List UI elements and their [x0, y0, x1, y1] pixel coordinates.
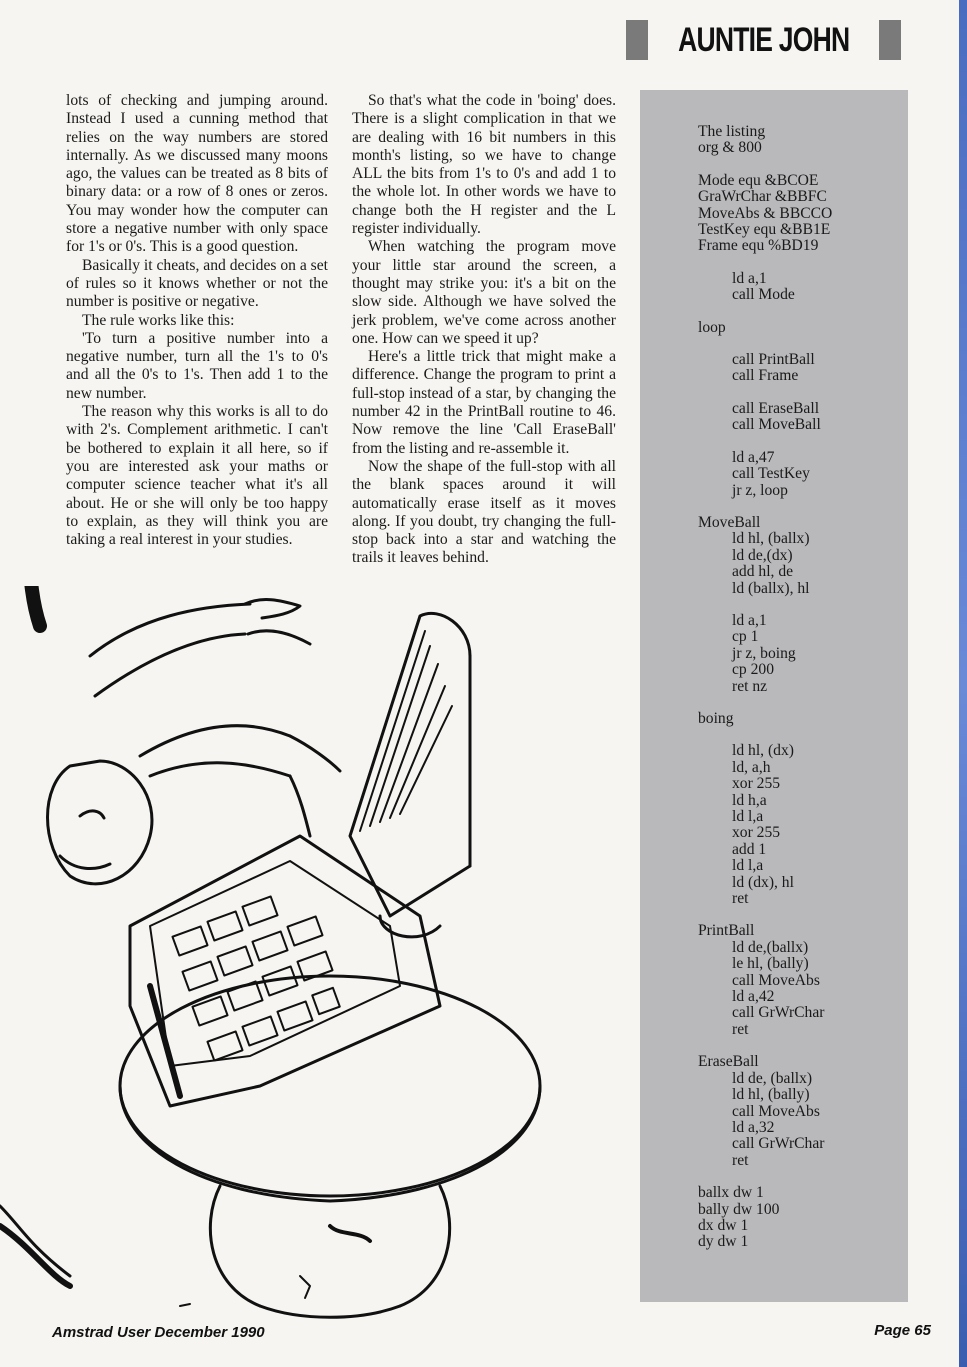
- code-line: jr z, loop: [732, 481, 788, 499]
- code-line: call EraseBall: [732, 399, 820, 417]
- code-line: xor 255: [732, 775, 781, 793]
- code-line: ld hl, (dx): [732, 742, 794, 760]
- code-line: boing: [698, 709, 734, 727]
- header-block-left: [626, 20, 648, 60]
- code-line: loop: [698, 318, 726, 336]
- code-line: ld a,47: [732, 448, 775, 466]
- code-line: ld de,(dx): [732, 546, 793, 564]
- code-line: call Mode: [732, 286, 795, 304]
- code-line: call MoveAbs: [732, 971, 820, 989]
- code-line: ret: [732, 1020, 749, 1038]
- code-block: [698, 743, 832, 907]
- header-title: AUNTIE JOHN: [677, 21, 849, 59]
- code-line: le hl, (bally): [732, 955, 809, 973]
- code-line: dy dw 1: [698, 1233, 749, 1251]
- page-edge: [959, 0, 967, 1367]
- code-line: ld de, (ballx): [732, 1069, 813, 1087]
- section-header: [626, 18, 901, 62]
- article-paragraph: Here's a little trick that might make a difference. Change the program to print a full-stop instead of a star, by changing the number 42 in the PrintBall routine to 46. Now remove the line 'Call EraseBall' from the listing and re-assemble it.: [352, 348, 616, 457]
- code-line: ld a,1: [732, 269, 767, 287]
- code-line: ld (dx), hl: [732, 873, 794, 891]
- code-block: [698, 401, 832, 434]
- article-paragraph: lots of checking and jumping around. Instead I used a cunning method that relies on the way numbers are stored internally. As we discussed many moons ago, the values can be treated as 8 bits of binary data: or a row of 8 ones or zeros. You may wonder how the computer can store a negative number with only space for 1's or 0's. This is a good question.: [66, 92, 328, 256]
- code-line: ld l,a: [732, 857, 764, 875]
- article-paragraph: Now the shape of the full-stop with all the blank spaces around it will automatically erase itself as it moves along. If you doubt, try changing the full-stop back into a star and watching the trails it leaves behind.: [352, 457, 616, 567]
- code-line: Mode equ &BCOE: [698, 171, 819, 189]
- code-block: [698, 515, 832, 597]
- code-line: ld a,1: [732, 611, 767, 629]
- code-line: GraWrChar &BBFC: [698, 188, 827, 206]
- code-block: [698, 124, 832, 157]
- cartoon-illustration: [0, 586, 640, 1326]
- code-block: [698, 923, 832, 1038]
- code-block: [698, 711, 832, 727]
- code-line: The listing: [698, 123, 766, 140]
- footer-publication: Amstrad User December 1990: [52, 1324, 265, 1341]
- code-line: Frame equ %BD19: [698, 237, 819, 255]
- code-listing: [698, 124, 832, 1267]
- code-line: ret: [732, 1151, 749, 1169]
- code-listing-box: [640, 90, 908, 1302]
- code-line: ld a,42: [732, 988, 775, 1006]
- code-line: dx dw 1: [698, 1216, 749, 1234]
- article-paragraph: Basically it cheats, and decides on a set of rules so it knows whether or not the number is positive or negative.: [66, 256, 328, 311]
- footer-page-number: Page 65: [874, 1322, 931, 1339]
- code-line: bally dw 100: [698, 1200, 780, 1218]
- code-line: call GrWrChar: [732, 1004, 825, 1022]
- article-paragraph: 'To turn a positive number into a negative number, turn all the 1's to 0's and all the 0's to 1's. Then add 1 to the new number.: [66, 329, 328, 402]
- code-line: cp 200: [732, 661, 775, 679]
- code-line: cp 1: [732, 628, 759, 646]
- code-line: ld h,a: [732, 791, 767, 809]
- header-block-right: [879, 20, 901, 60]
- code-line: xor 255: [732, 824, 781, 842]
- code-line: ld l,a: [732, 808, 764, 825]
- article-paragraph: So that's what the code in 'boing' does. There is a slight complication in that we are dealing with 16 bit numbers in this month's listing, so we have to change ALL the bits from 1's to 0's and add 1 to the whole lot. In other words we have to change both the H register and the L register individually.: [352, 92, 616, 238]
- code-line: jr z, boing: [732, 644, 796, 662]
- code-line: ld a,32: [732, 1118, 775, 1136]
- code-line: ld hl, (bally): [732, 1086, 810, 1104]
- code-line: MoveAbs & BBCCO: [698, 204, 833, 222]
- code-block: [698, 352, 832, 385]
- article-paragraph: The reason why this works is all to do with 2's. Complement arithmetic. I can't be bothered to explain it all here, so if you are interested ask your maths or computer science teacher what it's all about. He or she will only be too happy to explain, as they will think you are taking a real interest in your studies.: [66, 403, 328, 549]
- code-block: [698, 271, 832, 304]
- code-line: call MoveBall: [732, 416, 821, 434]
- code-line: ret nz: [732, 677, 768, 695]
- code-line: ld de,(ballx): [732, 938, 809, 956]
- code-line: ld hl, (ballx): [732, 530, 810, 548]
- code-line: call PrintBall: [732, 351, 815, 369]
- article-column-2: [352, 92, 616, 568]
- code-block: [698, 173, 832, 255]
- code-block: [698, 613, 832, 695]
- code-line: add 1: [732, 840, 767, 858]
- article-column-1: [66, 92, 328, 549]
- code-line: ballx dw 1: [698, 1184, 764, 1202]
- code-line: call MoveAbs: [732, 1102, 820, 1120]
- code-block: [698, 1185, 832, 1251]
- code-line: PrintBall: [698, 922, 755, 940]
- code-block: [698, 1054, 832, 1169]
- article-paragraph: When watching the program move your little star around the screen, a thought may strike you: it's a bit on the slow side. Although we have solved the jerk problem, we've come across another one. How can we speed it up?: [352, 238, 616, 347]
- code-line: call Frame: [732, 367, 799, 385]
- code-line: ld (ballx), hl: [732, 579, 810, 597]
- code-line: add hl, de: [732, 563, 794, 581]
- code-block: [698, 320, 832, 336]
- code-line: org & 800: [698, 139, 762, 157]
- code-block: [698, 450, 832, 499]
- article-paragraph: The rule works like this:: [82, 311, 235, 329]
- code-line: ret: [732, 890, 749, 908]
- code-line: MoveBall: [698, 513, 761, 531]
- code-line: TestKey equ &BB1E: [698, 221, 831, 239]
- code-line: ld, a,h: [732, 758, 771, 776]
- code-line: call TestKey: [732, 465, 810, 483]
- code-line: call GrWrChar: [732, 1135, 825, 1153]
- code-line: EraseBall: [698, 1053, 759, 1071]
